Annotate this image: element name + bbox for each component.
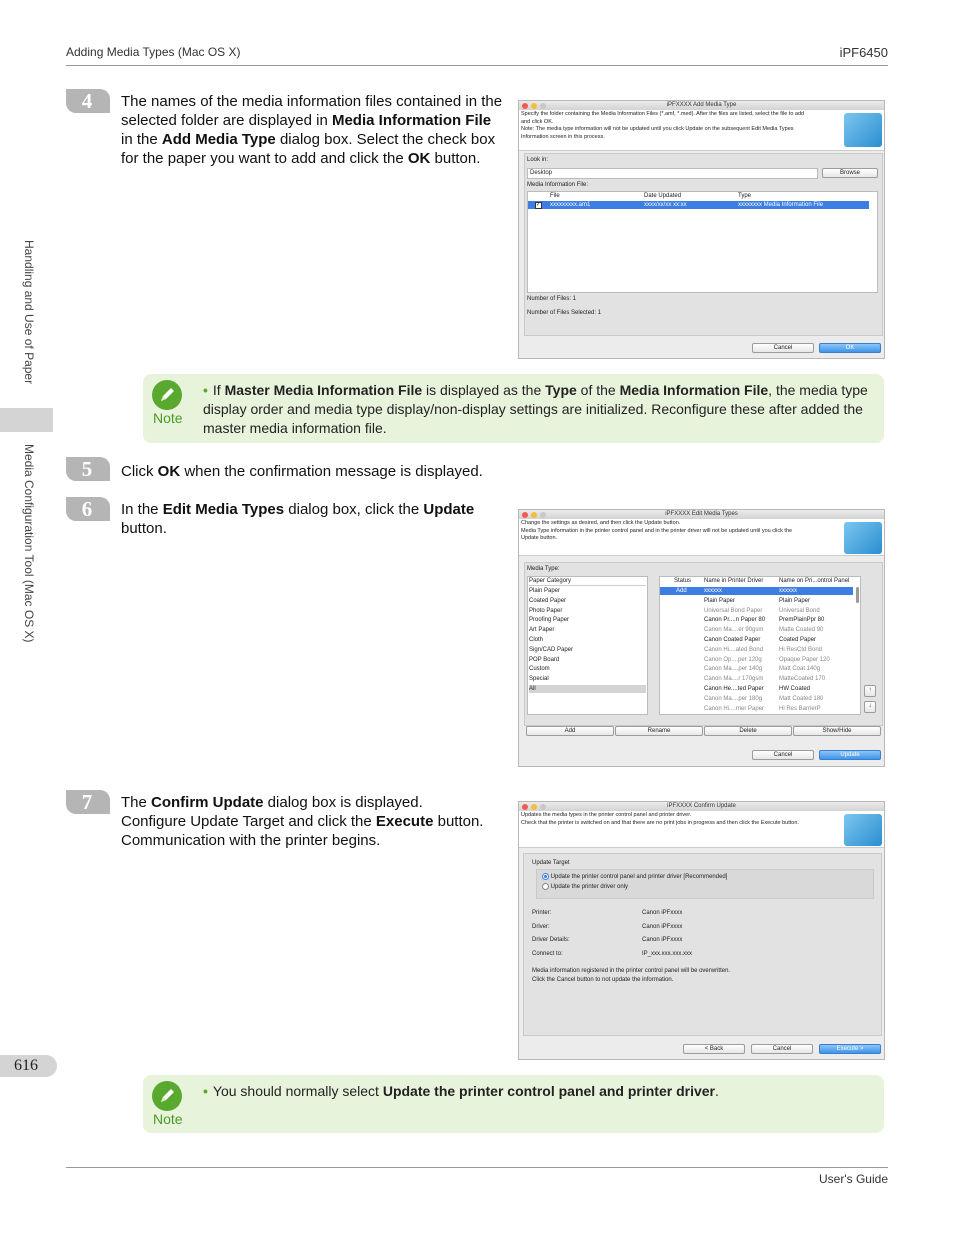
execute-button[interactable]: Execute > <box>819 1044 881 1054</box>
step-number-5: 5 <box>66 457 110 481</box>
option-driver-only[interactable]: Update the printer driver only <box>542 883 628 891</box>
category-item[interactable]: POP Board <box>529 656 560 663</box>
media-type-panel <box>524 562 883 726</box>
move-up-button[interactable]: ↑ <box>864 685 876 697</box>
bullet-icon: • <box>203 1083 208 1099</box>
category-item[interactable]: Cloth <box>529 637 544 643</box>
page-number: 616 <box>14 1057 38 1074</box>
dialog-banner <box>519 811 884 848</box>
dialog-title: iPFXXXX Edit Media Types <box>665 511 738 517</box>
category-item[interactable]: Special <box>529 676 549 683</box>
paper-category-header[interactable]: Paper Category <box>529 577 646 586</box>
media-row[interactable] <box>660 636 853 644</box>
option-update-both[interactable]: Update the printer control panel and printer driver [Recommended] <box>542 873 727 881</box>
media-cell-panel: MatteCoated 170 <box>779 676 826 683</box>
media-cell-driver: Canon He....ted Paper <box>704 686 764 692</box>
dialog-title: iPFXXXX Confirm Update <box>667 803 736 809</box>
add-media-type-dialog <box>518 100 885 359</box>
media-cell-panel: Coated Paper <box>779 637 817 643</box>
step-number-7: 7 <box>66 790 110 814</box>
media-row[interactable] <box>660 616 853 624</box>
category-item[interactable]: Proofing Paper <box>529 617 570 624</box>
cancel-button[interactable]: Cancel <box>752 343 814 353</box>
update-target-label: Update Target <box>532 860 570 866</box>
driver-label: Driver: <box>532 924 550 930</box>
header-rule <box>66 65 888 66</box>
bullet-icon: • <box>203 382 208 398</box>
media-cell-driver: Canon Coated Paper <box>704 637 761 643</box>
pencil-note-icon <box>152 380 182 410</box>
note-label: Note <box>153 1111 183 1127</box>
file-panel <box>524 153 883 336</box>
media-row[interactable] <box>660 675 853 683</box>
running-header-title: Adding Media Types (Mac OS X) <box>66 45 241 59</box>
driver-details-label: Driver Details: <box>532 937 570 943</box>
category-item[interactable]: Coated Paper <box>529 597 567 604</box>
media-row[interactable] <box>660 685 853 693</box>
media-row[interactable] <box>660 607 853 615</box>
media-cell-panel: xxxxxx <box>779 588 797 594</box>
category-item[interactable]: Plain Paper <box>529 588 561 594</box>
step-7-text: The Confirm Update dialog box is displayed. Configure Update Target and click the Execute button. Communication with the printer begins. <box>121 794 484 849</box>
media-cell-panel: Matt Coated 180 <box>779 695 824 702</box>
edit-media-types-dialog <box>518 509 885 767</box>
media-cell-panel: Universal Bond <box>779 607 820 614</box>
note-label: Note <box>153 410 183 426</box>
connect-to-label: Connect to: <box>532 951 563 957</box>
file-row[interactable]: ✓ xxxxxxxxx.am1 xxxx/xx/xx xx:xx xxxxxxxx Media Information File <box>528 201 869 209</box>
category-item[interactable]: Art Paper <box>529 627 555 634</box>
dialog-titlebar <box>519 510 884 519</box>
dialog-instructions: Updates the media types in the printer control panel and printer driver. Check that the printer is switched on and that there are no print jobs in progress and then click the Execute button. <box>521 812 799 826</box>
media-cell-panel: Opaque Paper 120 <box>779 656 830 663</box>
category-item[interactable]: Sign/CAD Paper <box>529 646 574 653</box>
media-cell-driver: Canon Pr....n Paper 80 <box>704 617 766 624</box>
radio-icon[interactable] <box>542 883 549 890</box>
media-cell-panel: PremPlainPpr 80 <box>779 617 825 624</box>
category-item[interactable]: Photo Paper <box>529 607 563 614</box>
media-cell-panel: Matte Coated 90 <box>779 627 824 634</box>
paper-category-list[interactable] <box>527 576 648 715</box>
col-type[interactable]: Type <box>738 193 752 199</box>
footer-rule <box>66 1167 888 1168</box>
back-button[interactable]: < Back <box>683 1044 745 1054</box>
col-status[interactable]: Status <box>674 578 692 584</box>
update-target-group <box>536 869 874 899</box>
step-6-text: In the Edit Media Types dialog box, click the Update button. <box>121 501 475 537</box>
note-box-update-target <box>143 1075 884 1133</box>
step-4-text: The names of the media information files contained in the selected folder are displayed in Media Information File in the Add Media Type dialog box. Select the check box for the paper you want to add and click the OK button. <box>121 93 503 167</box>
media-row[interactable] <box>660 665 853 673</box>
driver-details-value: Canon iPFxxxx <box>642 937 683 943</box>
media-cell-driver: xxxxxx <box>704 588 722 594</box>
step-number-6: 6 <box>66 497 110 521</box>
dialog-banner <box>519 519 884 556</box>
connect-to-value: IP_xxx.xxx.xxx.xxx <box>642 951 693 957</box>
media-cell-driver: Plain Paper <box>704 597 736 604</box>
radio-selected-icon[interactable] <box>542 873 549 880</box>
category-item[interactable]: Custom <box>529 666 550 673</box>
media-cell-panel: Hi Res BarrierP <box>779 705 821 712</box>
number-of-files: Number of Files: 1 <box>527 296 577 302</box>
media-cell-driver: Canon Ma....er 90gsm <box>704 627 764 634</box>
file-checkbox[interactable]: ✓ <box>536 202 541 208</box>
media-row[interactable] <box>660 626 853 634</box>
driver-value: Canon iPFxxxx <box>642 924 683 930</box>
dialog-titlebar <box>519 101 884 110</box>
list-scrollbar[interactable] <box>856 587 859 603</box>
browse-button[interactable]: Browse <box>822 168 878 178</box>
media-list[interactable] <box>659 576 861 715</box>
media-info-file-label: Media Information File: <box>527 182 589 188</box>
move-down-button[interactable]: ↓ <box>864 701 876 713</box>
note-text: • If Master Media Information File is displayed as the Type of the Media Information File, the media type display order and media type display/non-display settings are initialized. Reconfigure these after added the master media information file. <box>203 382 868 436</box>
dialog-title: iPFXXXX Add Media Type <box>666 102 737 108</box>
media-cell-driver: Canon Ma....per 140g <box>704 666 763 673</box>
step-number-4: 4 <box>66 89 110 113</box>
media-cell-driver: Universal Bond Paper <box>704 607 763 614</box>
media-row[interactable] <box>660 656 853 664</box>
media-cell-panel: Plain Paper <box>779 597 811 604</box>
media-roll-icon <box>844 522 882 554</box>
file-list[interactable] <box>527 191 878 293</box>
cancel-button[interactable]: Cancel <box>751 1044 813 1054</box>
step-5-text: Click OK when the confirmation message is displayed. <box>121 463 483 480</box>
media-cell-driver: Canon Hi....ated Bond <box>704 646 764 653</box>
col-driver-name[interactable]: Name in Printer Driver <box>704 578 764 584</box>
media-cell-driver: Canon Ma....per 180g <box>704 695 763 702</box>
category-item[interactable]: All <box>529 685 646 693</box>
update-button[interactable]: Update <box>819 750 881 760</box>
page-number-tab <box>0 1055 57 1077</box>
dialog-titlebar <box>519 802 884 811</box>
col-panel-name[interactable]: Name on Pri...ontrol Panel <box>779 578 850 584</box>
col-date[interactable]: Date Updated <box>644 193 682 199</box>
overwrite-message: Media information registered in the printer control panel will be overwritten. Click the Cancel button to not update the information. <box>532 968 731 983</box>
media-row[interactable] <box>660 695 853 703</box>
cancel-button[interactable]: Cancel <box>752 750 814 760</box>
media-row[interactable] <box>660 646 853 654</box>
show-hide-button[interactable]: Show/Hide <box>793 726 881 736</box>
media-cell-panel: Matt Coat 140g <box>779 666 821 673</box>
sidebar-section-paper: Handling and Use of Paper <box>22 240 36 385</box>
note-text: • You should normally select Update the printer control panel and printer driver. <box>203 1083 719 1099</box>
note-box-master-media <box>143 374 884 443</box>
media-cell-panel: Hi ResCtd Bond <box>779 646 823 653</box>
confirm-panel <box>523 853 882 1036</box>
col-file[interactable]: File <box>550 193 560 199</box>
dialog-instructions: Specify the folder containing the Media Information Files (*.amf, *.med). After the files are listed, select the file to add and click OK. Note: The media type information will not be updated until you click Update on the subsequent Edit Media Types Information screen in this process. <box>521 111 805 140</box>
sidebar-section-media-tool: Media Configuration Tool (Mac OS X) <box>22 444 36 643</box>
media-row[interactable] <box>660 597 853 605</box>
printer-model: iPF6450 <box>839 45 888 60</box>
printer-value: Canon iPFxxxx <box>642 910 683 916</box>
confirm-update-dialog <box>518 801 885 1060</box>
media-cell-panel: HW Coated <box>779 686 811 692</box>
ok-button[interactable]: OK <box>819 343 881 353</box>
rename-button[interactable]: Rename <box>615 726 703 736</box>
pencil-note-icon <box>152 1081 182 1111</box>
dialog-instructions: Change the settings as desired, and then click the Update button. Media Type information in the printer control panel and in the printer driver will not be updated until you click the Update button. <box>521 520 793 541</box>
media-row[interactable] <box>660 705 853 713</box>
media-cell-driver: Canon Ma....r 170gsm <box>704 676 764 683</box>
media-roll-icon <box>844 814 882 846</box>
add-button[interactable]: Add <box>526 726 614 736</box>
number-of-files-selected: Number of Files Selected: 1 <box>527 310 602 316</box>
media-type-label: Media Type: <box>527 566 560 572</box>
media-cell-status: Add <box>676 588 687 594</box>
look-in-label: Look in: <box>527 157 549 163</box>
footer-guide-title: User's Guide <box>819 1172 888 1186</box>
media-cell-driver: Canon Hi....rrier Paper <box>704 705 765 712</box>
delete-button[interactable]: Delete <box>704 726 792 736</box>
look-in-field[interactable]: Desktop <box>527 168 818 179</box>
sidebar-highlight <box>0 408 53 432</box>
media-roll-icon <box>844 113 882 147</box>
media-row[interactable] <box>660 587 853 595</box>
printer-label: Printer: <box>532 910 552 916</box>
dialog-banner <box>519 110 884 151</box>
media-cell-driver: Canon Op....per 120g <box>704 656 762 663</box>
